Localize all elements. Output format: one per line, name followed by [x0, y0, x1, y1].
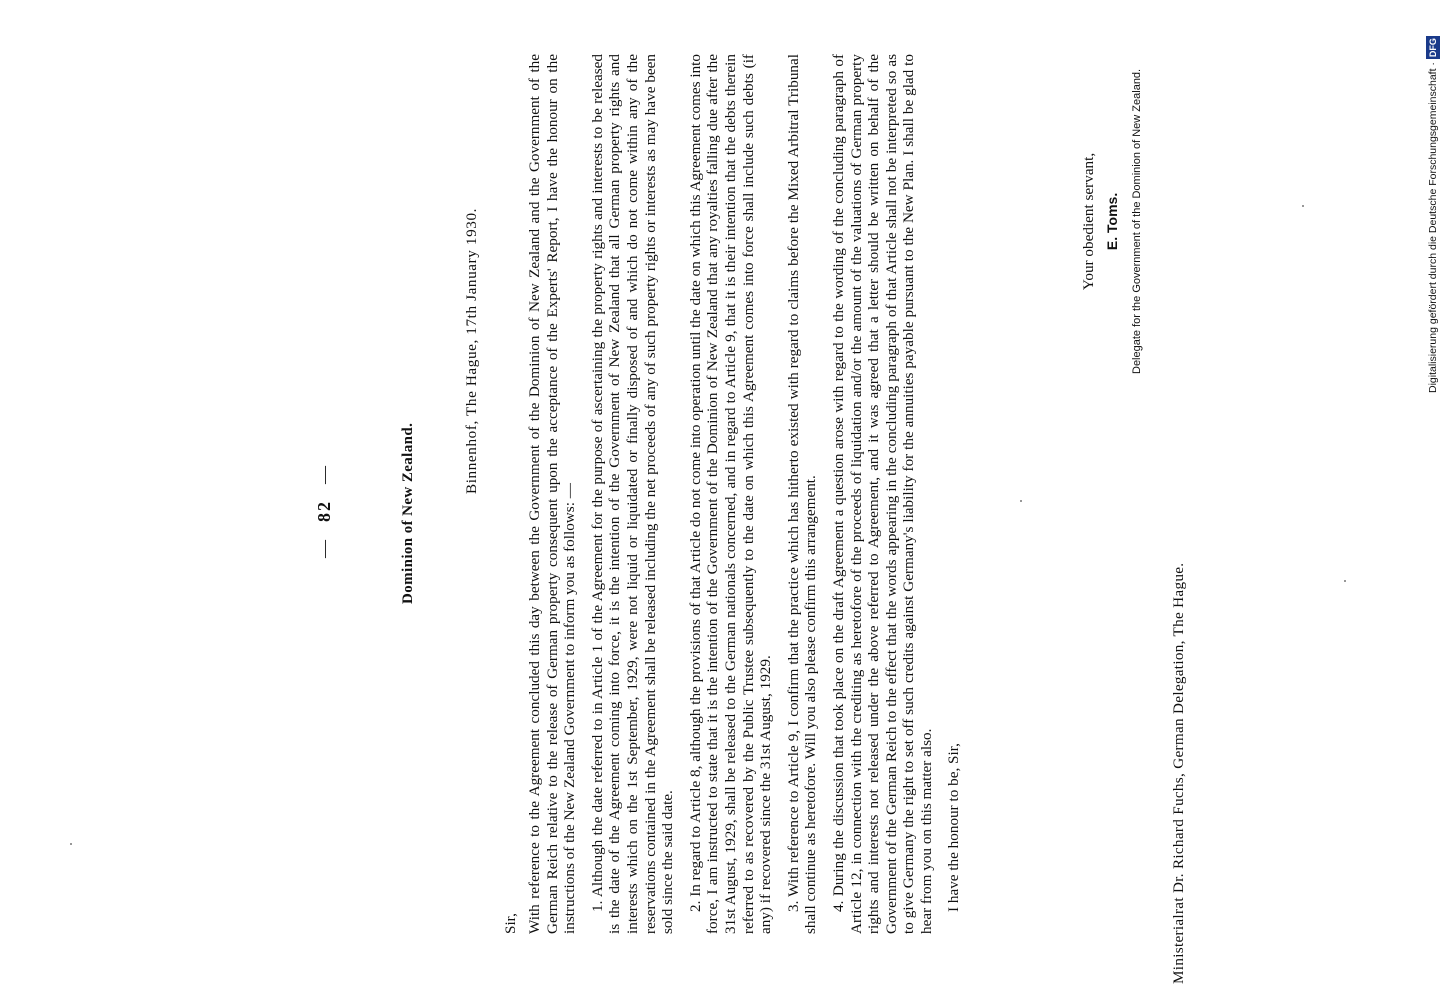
- page-number-dash-left: —: [314, 538, 334, 558]
- valediction: Your obedient servant,: [1080, 152, 1097, 291]
- paragraph-intro: With reference to the Agreement concluded this day between the Government of the Dominion of New Zealand and the Government of the German Reich relative to the release of German property consequent upon the acceptance of the Experts' Report, I have the honour on the instructions of the New Zealand Government to inform you as follows: —: [526, 54, 579, 934]
- rotated-document: [240, 54, 1187, 984]
- signature-title: Delegate for the Government of the Dominion of New Zealand.: [1131, 68, 1144, 374]
- paragraph-4: 4. During the discussion that took place on the draft Agreement a question arose with regard to the wording of the concluding paragraph of Article 12, in connection with the crediting as heretofore of the proceeds of liquidation and/or the amount of the valuations of German property rights and interests not released under the above referred to Agreement, and it was agreed that a letter should be written on behalf of the Government of the German Reich to the effect that the words appearing in the concluding paragraph of that Article shall not be interpreted so as to give Germany the right to set off such credits against Germany's liability for the annuities payable pursuant to the New Plan. I shall be glad to hear from you on this matter also.: [829, 54, 935, 934]
- scan-speck: [1344, 580, 1346, 582]
- addressee: Ministerialrat Dr. Richard Fuchs, German Delegation, The Hague.: [1170, 562, 1187, 984]
- salutation: Sir,: [502, 913, 519, 934]
- paragraph-1: 1. Although the date referred to in Article 1 of the Agreement for the purpose of ascertaining the property rights and interests to be released is the date of the Agreement coming into force, it is the intention of the Government of New Zealand that all German property rights and interests which on the 1st September, 1929, were not liquid or liquidated or finally disposed of and which do not come within any of the reservations contained in the Agreement shall be released including the net proceeds of any of such property rights or interests as may have been sold since the said date.: [588, 54, 677, 934]
- page-number-dash-right: —: [314, 464, 334, 484]
- page-number: [316, 448, 334, 574]
- digitization-note-text: Digitalisierung gefördert durch die Deutsche Forschungsgemeinschaft ·: [1427, 62, 1439, 393]
- document-page: [240, 54, 1187, 984]
- signature-name: E. Toms.: [1103, 192, 1120, 251]
- paragraph-3: 3. With reference to Article 9, I confirm that the practice which has hitherto existed with regard to claims before the Mixed Arbitral Tribunal shall continue as heretofore. Will you also please confirm this arrangement.: [784, 54, 820, 934]
- scan-speck: [70, 843, 72, 845]
- letter-body: [526, 54, 973, 934]
- signature-block: [1080, 69, 1147, 374]
- closing-line: I have the honour to be, Sir,: [945, 743, 963, 912]
- dateline: Binnenhof, The Hague, 17th January 1930.: [463, 207, 480, 494]
- paragraph-2: 2. In regard to Article 8, although the provisions of that Article do not come into operation until the date on which this Agreement comes into force, I am instructed to state that it is the intention of the Government of the Dominion of New Zealand that any royalties falling due after the 31st August, 1929, shall be released to the German nationals concerned, and in regard to Article 9, that it is their intention that the debts therein referred to as recovered by the Public Trustee subsequently to the date on which this Agreement comes into force shall include such debts (if any) if recovered since the 31st August, 1929.: [686, 54, 775, 934]
- digitization-note: [1412, 8, 1439, 393]
- page-number-value: 82: [314, 500, 334, 522]
- document-heading: Dominion of New Zealand.: [400, 422, 416, 604]
- scan-speck: [1302, 205, 1304, 207]
- dfg-logo: DFG: [1428, 38, 1438, 58]
- scan-speck: [1020, 500, 1022, 502]
